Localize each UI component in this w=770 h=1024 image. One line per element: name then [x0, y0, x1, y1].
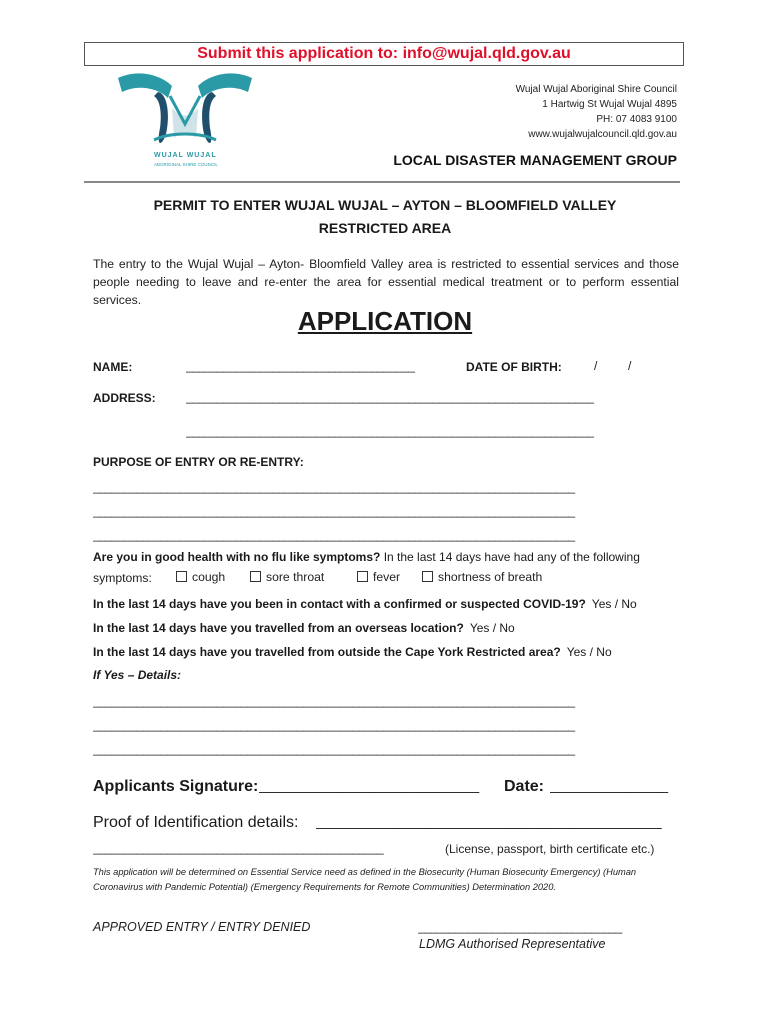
- details-field-3[interactable]: ______________________________________________________________________________: [93, 742, 575, 756]
- symptom-fever-label: fever: [373, 570, 401, 584]
- purpose-label: PURPOSE OF ENTRY OR RE-ENTRY:: [93, 455, 304, 469]
- dob-slash-1: /: [594, 359, 598, 373]
- signature-field[interactable]: ____________________________: [259, 777, 479, 794]
- determination-note: This application will be determined on Essential Service need as defined in the Biosecurity (Human Biosecurity Emergency) (Human Coronavirus with Pandemic Potential) (Emergency Requirements for Remote Communities) Determination 2020.: [93, 867, 637, 892]
- council-address: 1 Hartwig St Wujal Wujal 4895: [542, 99, 677, 110]
- dob-slash-2: /: [628, 359, 632, 373]
- symptom-shortness-of-breath[interactable]: [422, 570, 542, 584]
- answer-overseas[interactable]: Yes / No: [469, 621, 515, 635]
- question-covid-contact-text: In the last 14 days have you been in contact with a confirmed or suspected COVID-19?: [93, 597, 586, 611]
- symptom-shortness-label: shortness of breath: [438, 570, 543, 584]
- symptom-sore-throat[interactable]: [250, 570, 324, 584]
- proof-hint: (License, passport, birth certificate etc.): [445, 842, 655, 856]
- question-cape-york: [93, 645, 612, 659]
- symptom-cough-label: cough: [192, 570, 226, 584]
- council-logo: [110, 66, 260, 176]
- symptom-cough[interactable]: [176, 570, 225, 584]
- wujal-logo-icon: [110, 66, 260, 176]
- address-field-2[interactable]: __________________________________________________________________: [186, 424, 594, 438]
- signature-label: Applicants Signature:: [93, 778, 259, 795]
- proof-label: Proof of Identification details:: [93, 814, 299, 831]
- question-covid-contact: [93, 597, 637, 611]
- approval-status[interactable]: APPROVED ENTRY / ENTRY DENIED: [93, 920, 311, 934]
- council-contact: [516, 82, 677, 142]
- name-label: NAME:: [93, 360, 133, 374]
- checkbox-icon[interactable]: [176, 571, 187, 582]
- permit-title-line2: RESTRICTED AREA: [318, 220, 452, 236]
- details-field-2[interactable]: ______________________________________________________________________________: [93, 718, 575, 732]
- health-question-bold: Are you in good health with no flu like symptoms?: [93, 550, 381, 564]
- details-field-1[interactable]: ______________________________________________________________________________: [93, 694, 575, 708]
- address-label: ADDRESS:: [93, 391, 156, 405]
- symptoms-label: symptoms:: [93, 571, 152, 585]
- submit-email-text[interactable]: Submit this application to: info@wujal.qld.gov.au: [197, 45, 571, 62]
- symptom-sore-throat-label: sore throat: [266, 570, 325, 584]
- answer-cape-york[interactable]: Yes / No: [566, 645, 612, 659]
- council-name: Wujal Wujal Aboriginal Shire Council: [515, 84, 677, 95]
- group-title: LOCAL DISASTER MANAGEMENT GROUP: [393, 152, 677, 168]
- question-cape-york-text: In the last 14 days have you travelled from outside the Cape York Restricted area?: [93, 645, 561, 659]
- checkbox-icon[interactable]: [422, 571, 433, 582]
- if-yes-label: If Yes – Details:: [93, 668, 182, 682]
- council-phone: PH: 07 4083 9100: [596, 114, 677, 125]
- health-question-rest: In the last 14 days have had any of the following: [380, 550, 640, 564]
- representative-label: LDMG Authorised Representative: [419, 937, 606, 951]
- name-field[interactable]: _____________________________________: [186, 359, 415, 373]
- representative-signature-field[interactable]: _________________________________: [418, 920, 622, 934]
- permit-title-line1: PERMIT TO ENTER WUJAL WUJAL – AYTON – BLOOMFIELD VALLEY: [153, 197, 617, 213]
- symptom-fever[interactable]: [357, 570, 400, 584]
- purpose-field-3[interactable]: ______________________________________________________________________________: [93, 528, 575, 542]
- submit-banner: [84, 42, 684, 66]
- checkbox-icon[interactable]: [250, 571, 261, 582]
- intro-paragraph: The entry to the Wujal Wujal – Ayton- Bloomfield Valley area is restricted to essential services and those people needing to leave and re-enter the area for essential medical treatment or to perform essential services.: [93, 257, 679, 307]
- logo-subtitle: ABORIGINAL SHIRE COUNCIL: [154, 162, 218, 167]
- date-label: Date:: [504, 778, 545, 795]
- purpose-field-1[interactable]: ______________________________________________________________________________: [93, 480, 575, 494]
- council-website[interactable]: www.wujalwujalcouncil.qld.gov.au: [528, 129, 677, 140]
- question-overseas-text: In the last 14 days have you travelled from an overseas location?: [93, 621, 464, 635]
- question-overseas: [93, 621, 515, 635]
- address-field-1[interactable]: __________________________________________________________________: [186, 390, 594, 404]
- checkbox-icon[interactable]: [357, 571, 368, 582]
- purpose-field-2[interactable]: ______________________________________________________________________________: [93, 504, 575, 518]
- date-field[interactable]: _______________: [550, 777, 668, 794]
- logo-name: WUJAL WUJAL: [154, 152, 217, 159]
- proof-field-2[interactable]: _______________________________________________: [93, 841, 384, 855]
- dob-label: DATE OF BIRTH:: [466, 360, 562, 374]
- header-divider: [84, 181, 680, 183]
- application-title: APPLICATION: [297, 306, 473, 336]
- health-question: [93, 550, 683, 564]
- answer-covid-contact[interactable]: Yes / No: [591, 597, 637, 611]
- proof-field[interactable]: ____________________________________________: [316, 813, 662, 830]
